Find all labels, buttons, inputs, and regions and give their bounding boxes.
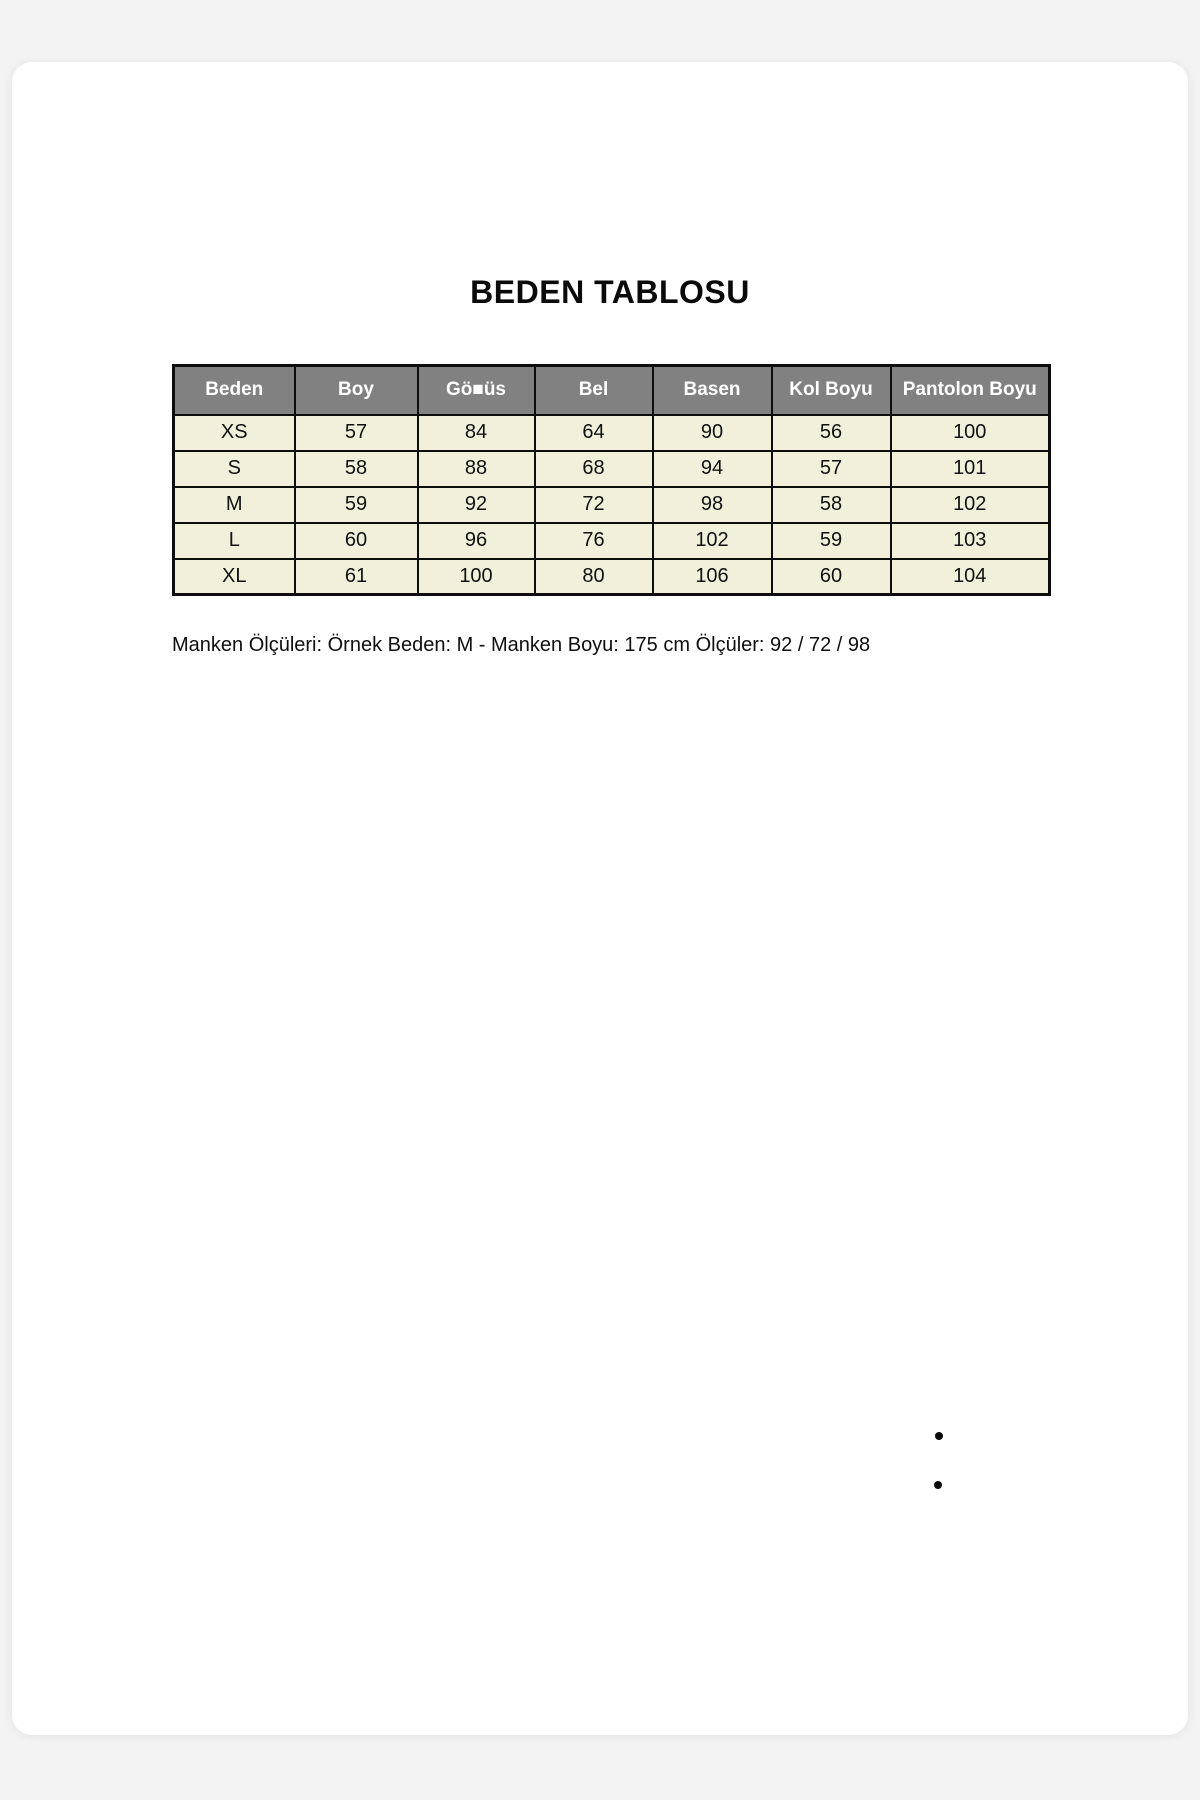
value-cell: 92 [418, 487, 535, 523]
value-cell: 101 [891, 451, 1050, 487]
value-cell: 76 [535, 523, 653, 559]
column-header-bel: Bel [535, 366, 653, 415]
table-row-xl [174, 559, 1050, 595]
size-cell: XL [174, 559, 295, 595]
value-cell: 80 [535, 559, 653, 595]
value-cell: 60 [295, 523, 418, 559]
value-cell: 94 [653, 451, 772, 487]
value-cell: 84 [418, 415, 535, 451]
column-header-pantolon-boyu: Pantolon Boyu [891, 366, 1050, 415]
column-header-beden: Beden [174, 366, 295, 415]
size-cell: M [174, 487, 295, 523]
page-title: BEDEN TABLOSU [470, 274, 750, 310]
value-cell: 90 [653, 415, 772, 451]
size-table-container [172, 364, 1048, 596]
value-cell: 102 [653, 523, 772, 559]
value-cell: 59 [772, 523, 891, 559]
value-cell: 100 [418, 559, 535, 595]
content-card [12, 62, 1188, 1735]
value-cell: 57 [295, 415, 418, 451]
value-cell: 104 [891, 559, 1050, 595]
value-cell: 58 [772, 487, 891, 523]
column-header-basen: Basen [653, 366, 772, 415]
table-row-xs [174, 415, 1050, 451]
column-header-gogus: Gö■üs [418, 366, 535, 415]
size-cell: XS [174, 415, 295, 451]
size-table [172, 364, 1051, 596]
size-cell: S [174, 451, 295, 487]
value-cell: 64 [535, 415, 653, 451]
value-cell: 96 [418, 523, 535, 559]
table-row-l [174, 523, 1050, 559]
value-cell: 88 [418, 451, 535, 487]
model-measurements-note: Manken Ölçüleri: Örnek Beden: M - Manken Boyu: 175 cm Ölçüler: 92 / 72 / 98 [172, 634, 871, 656]
size-cell: L [174, 523, 295, 559]
column-header-kol-boyu: Kol Boyu [772, 366, 891, 415]
value-cell: 103 [891, 523, 1050, 559]
value-cell: 100 [891, 415, 1050, 451]
value-cell: 72 [535, 487, 653, 523]
table-row-s [174, 451, 1050, 487]
value-cell: 60 [772, 559, 891, 595]
value-cell: 68 [535, 451, 653, 487]
table-row-m [174, 487, 1050, 523]
value-cell: 106 [653, 559, 772, 595]
column-header-boy: Boy [295, 366, 418, 415]
size-table-header-row [174, 366, 1050, 415]
value-cell: 61 [295, 559, 418, 595]
value-cell: 98 [653, 487, 772, 523]
value-cell: 59 [295, 487, 418, 523]
value-cell: 58 [295, 451, 418, 487]
value-cell: 56 [772, 415, 891, 451]
value-cell: 102 [891, 487, 1050, 523]
bullet-dot [934, 1481, 942, 1489]
value-cell: 57 [772, 451, 891, 487]
bullet-dot [935, 1432, 943, 1440]
